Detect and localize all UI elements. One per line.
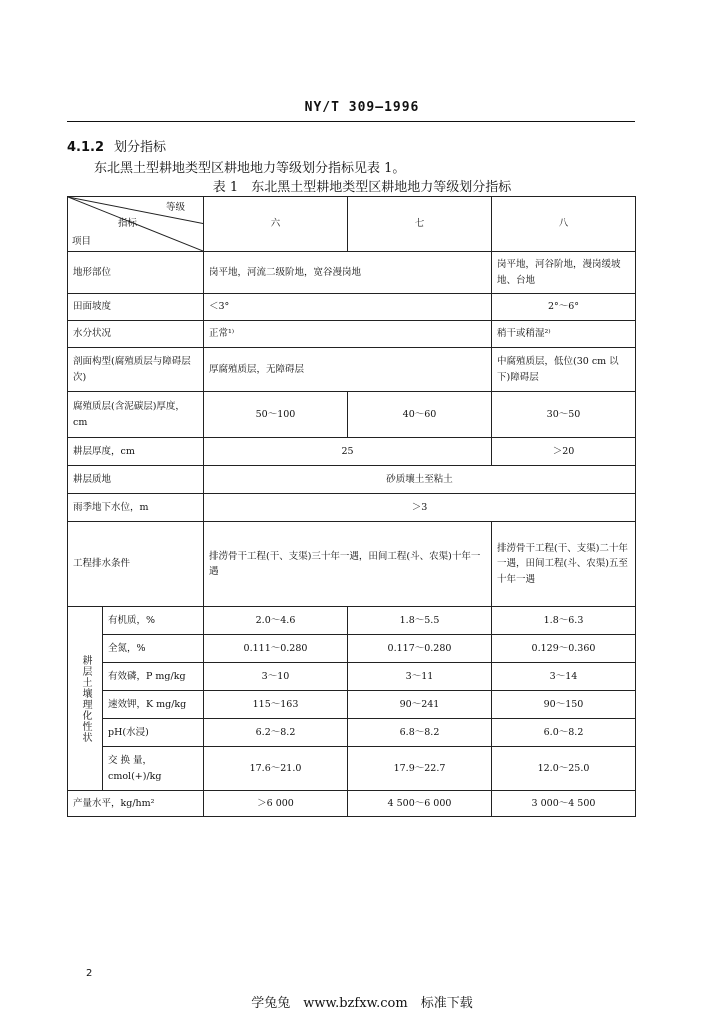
row-humus [68,392,636,438]
value-grade-8: 0.129～0.360 [492,635,636,663]
soil-row [68,607,636,635]
soil-row-label: 速效钾，K mg/kg [103,691,204,719]
site-footer-watermark: 学兔兔 www.bzfxw.com 标准下载 [251,996,473,1011]
value-grade-6: 6.2～8.2 [204,719,348,747]
grade-6-header: 六 [204,197,348,252]
row-label: 田面坡度 [68,294,204,321]
value-grade-8: 2°～6° [492,294,636,321]
value-grades-6-7: 厚腐殖质层，无障碍层 [204,348,492,392]
value-grade-6: 3～10 [204,663,348,691]
value-grade-6: ＞6 000 [204,791,348,817]
soil-row-label: 有效磷，P mg/kg [103,663,204,691]
soil-row [68,663,636,691]
value-grades-6-7: 排涝骨干工程(干、支渠)三十年一遇，田间工程(斗、农渠)十年一遇 [204,522,492,607]
intro-paragraph: 东北黑土型耕地类型区耕地地力等级划分指标见表 1。 [94,161,406,176]
value-grade-7: 1.8～5.5 [348,607,492,635]
value-grade-8: 3～14 [492,663,636,691]
row-label: 水分状况 [68,321,204,348]
row-drainage [68,522,636,607]
value-grade-7: 40～60 [348,392,492,438]
value-grade-8: 1.8～6.3 [492,607,636,635]
value-grade-6: 0.111～0.280 [204,635,348,663]
value-grade-8: 岗平地，河谷阶地，漫岗缓坡地、台地 [492,252,636,294]
grade-indicator-table [67,196,636,817]
value-grades-6-7: 正常¹⁾ [204,321,492,348]
table-header-row [68,197,636,252]
grade-7-header: 七 [348,197,492,252]
value-grade-7: 6.8～8.2 [348,719,492,747]
soil-row-label: 交 换 量，cmol(+)/kg [103,747,204,791]
value-grade-7: 4 500～6 000 [348,791,492,817]
row-label: 工程排水条件 [68,522,204,607]
value-grade-7: 0.117～0.280 [348,635,492,663]
row-label: 地形部位 [68,252,204,294]
value-grade-8: 稍干或稍湿²⁾ [492,321,636,348]
row-yield [68,791,636,817]
soil-row [68,747,636,791]
soil-row [68,691,636,719]
value-grade-6: 115～163 [204,691,348,719]
value-grade-6: 17.6～21.0 [204,747,348,791]
row-plough-depth [68,438,636,466]
corner-label-grade: 等级 [165,202,185,213]
value-grade-8: 排涝骨干工程(干、支渠)二十年一遇，田间工程(斗、农渠)五至十年一遇 [492,522,636,607]
row-texture [68,466,636,494]
soil-group-label: 耕层土壤理化性状 [68,607,103,791]
corner-label-item: 项目 [72,235,92,247]
section-title: 划分指标 [114,140,167,155]
row-label: 雨季地下水位，m [68,494,204,522]
soil-row-label: pH(水浸) [103,719,204,747]
corner-header-cell [68,197,204,252]
value-grade-8: 中腐殖质层，低位(30 cm 以下)障碍层 [492,348,636,392]
grade-8-header: 八 [492,197,636,252]
value-grades-6-7: 岗平地，河流二级阶地，宽谷漫岗地 [204,252,492,294]
row-terrain [68,252,636,294]
row-groundwater [68,494,636,522]
value-all-grades: ＞3 [204,494,636,522]
row-label: 耕层厚度，cm [68,438,204,466]
value-grade-6: 50～100 [204,392,348,438]
header-rule [67,121,635,122]
row-profile [68,348,636,392]
row-slope [68,294,636,321]
value-grade-8: 3 000～4 500 [492,791,636,817]
section-heading [67,136,166,155]
row-label: 腐殖质层(含泥碳层)厚度，cm [68,392,204,438]
value-grade-8: ＞20 [492,438,636,466]
standard-number-header: NY/T 309—1996 [304,100,420,115]
value-grade-8: 90～150 [492,691,636,719]
value-all-grades: 砂质壤土至粘土 [204,466,636,494]
value-grade-8: 6.0～8.2 [492,719,636,747]
value-grades-6-7: 25 [204,438,492,466]
page-number: 2 [86,968,93,979]
row-label: 剖面构型(腐殖质层与障碍层次) [68,348,204,392]
row-label: 产量水平，kg/hm² [68,791,204,817]
table-caption: 表 1 东北黑土型耕地类型区耕地地力等级划分指标 [212,180,512,195]
value-grade-6: 2.0～4.6 [204,607,348,635]
value-grades-6-7: ＜3° [204,294,492,321]
row-water [68,321,636,348]
soil-row-label: 有机质，% [103,607,204,635]
corner-label-indicator: 指标 [118,218,138,229]
row-label: 耕层质地 [68,466,204,494]
soil-row [68,719,636,747]
value-grade-8: 30～50 [492,392,636,438]
value-grade-7: 3～11 [348,663,492,691]
value-grade-7: 90～241 [348,691,492,719]
value-grade-8: 12.0～25.0 [492,747,636,791]
soil-row-label: 全氮，% [103,635,204,663]
value-grade-7: 17.9～22.7 [348,747,492,791]
soil-row [68,635,636,663]
section-number: 4.1.2 [67,140,105,155]
